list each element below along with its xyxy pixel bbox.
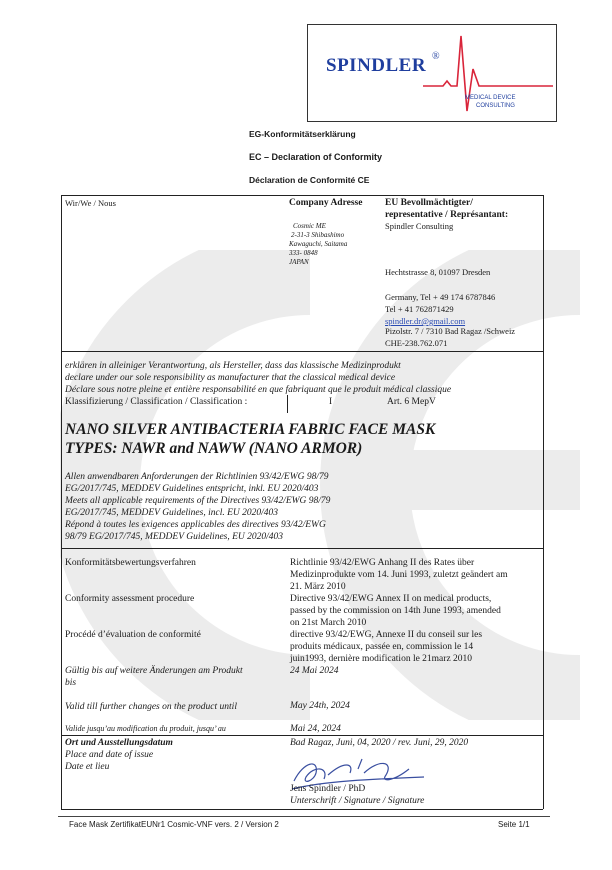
wir-label: Wir/We / Nous xyxy=(65,198,116,208)
frame-left xyxy=(61,195,62,809)
declare-de: erklären in alleiniger Verantwortung, als Hersteller, dass das klassische Medizinprodukt xyxy=(65,361,401,371)
frame-right xyxy=(543,195,544,809)
eu-rep-street: Hechtstrasse 8, 01097 Dresden xyxy=(385,267,491,277)
classification-article: Art. 6 MepV xyxy=(387,397,436,407)
place-en-label: Place and date of issue xyxy=(65,750,154,760)
validity-de-label-2: bis xyxy=(65,678,77,688)
validity-fr-value: Mai 24, 2024 xyxy=(290,724,341,734)
product-title-2: TYPES: NAWR and NAWW (NANO ARMOR) xyxy=(65,440,363,457)
validity-fr-label: Valide jusqu’au modification du produit, jusqu’ au xyxy=(65,724,226,733)
assessment-de-value: Richtlinie 93/42/EWG Anhang II des Rates über xyxy=(290,558,475,568)
assessment-de-value: Medizinprodukte vom 14. Juni 1993, zuletzt geändert am xyxy=(290,570,508,580)
assessment-de-label: Konformitätsbewertungsverfahren xyxy=(65,558,196,568)
place-fr-label: Date et lieu xyxy=(65,762,110,772)
logo-line2: CONSULTING xyxy=(476,103,515,109)
assessment-en-label: Conformity assessment procedure xyxy=(65,594,195,604)
assessment-fr-value: produits médicaux, passée en, commission le 14 xyxy=(290,642,474,652)
validity-en-label: Valid till further changes on the product until xyxy=(65,702,237,712)
requirement-line: 98/79 EG/2017/745, MEDDEV Guidelines, EU 2020/403 xyxy=(65,532,284,542)
assessment-fr-label: Procédé d’évaluation de conformité xyxy=(65,630,201,640)
title-en: EC – Declaration of Conformity xyxy=(249,152,383,162)
eu-rep-country: Germany, Tel + 49 174 6787846 xyxy=(385,292,496,302)
place-value: Bad Ragaz, Juni, 04, 2020 / rev. Juni, 29, 2020 xyxy=(290,738,469,748)
company-line-1: Cosmic ME xyxy=(293,222,326,230)
eu-rep-tel2: Tel + 41 762871429 xyxy=(385,304,454,314)
assessment-de-value: 21. März 2010 xyxy=(290,582,346,592)
classification-divider xyxy=(287,395,288,413)
assessment-en-value: passed by the commission on 14th June 1993, amended xyxy=(290,606,501,616)
company-line-4: 333- 0848 xyxy=(289,249,318,257)
product-title-1: NANO SILVER ANTIBACTERIA FABRIC FACE MASK xyxy=(65,421,436,438)
classification-label: Klassifizierung / Classification / Classification : xyxy=(65,397,248,407)
validity-en-value: May 24th, 2024 xyxy=(290,701,350,711)
eu-rep-label-2: representative / Représantant: xyxy=(385,210,509,220)
footer-rule xyxy=(58,816,550,817)
assessment-en-value: on 21st March 2010 xyxy=(290,618,367,628)
logo-brand: SPINDLER xyxy=(326,55,427,76)
requirement-line: Allen anwendbaren Anforderungen der Richtlinien 93/42/EWG 98/79 xyxy=(65,472,329,482)
company-line-5: JAPAN xyxy=(289,258,309,266)
validity-de-label: Gültig bis auf weitere Änderungen am Produkt xyxy=(65,666,243,676)
place-de-label: Ort und Ausstellungsdatum xyxy=(65,738,173,748)
validity-divider xyxy=(61,735,543,736)
assessment-fr-value: directive 93/42/EWG, Annexe II du conseil sur les xyxy=(290,630,483,640)
signature-label: Unterschrift / Signature / Signature xyxy=(290,796,425,806)
requirement-line: Meets all applicable requirements of the Directives 93/42/EWG 98/79 xyxy=(65,496,331,506)
signer-name: Jens Spindler / PhD xyxy=(290,784,366,794)
logo-registered: ® xyxy=(432,51,440,62)
logo-line1: MEDICAL DEVICE xyxy=(465,95,516,101)
assessment-en-value: Directive 93/42/EWG Annex II on medical products, xyxy=(290,594,492,604)
title-fr: Déclaration de Conformité CE xyxy=(249,175,370,185)
company-line-2: 2-31-3 Shibashimo xyxy=(291,231,345,239)
footer-left: Face Mask ZertifikatEUNr1 Cosmic-VNF vers. 2 / Version 2 xyxy=(69,820,279,829)
frame-top xyxy=(61,195,543,196)
frame-bottom xyxy=(61,809,543,810)
eu-rep-pizol: Pizolstr. 7 / 7310 Bad Ragaz /Schweiz xyxy=(385,326,516,336)
classification-value: I xyxy=(329,397,333,407)
requirement-line: EG/2017/745, MEDDEV Guidelines, incl. EU 2020/403 xyxy=(65,508,279,518)
declare-fr: Déclare sous notre pleine et entière responsabilité en que fabriquant que le produit médical classique xyxy=(65,385,452,395)
eu-rep-name: Spindler Consulting xyxy=(385,221,454,231)
requirements-divider xyxy=(61,548,543,549)
spindler-logo xyxy=(307,24,557,122)
company-label: Company Adresse xyxy=(289,198,363,208)
assessment-fr-value: juin1993, dernière modification le 21marz 2010 xyxy=(290,654,473,664)
requirement-line: Répond à toutes les exigences applicables des directives 93/42/EWG xyxy=(65,520,326,530)
footer-page: Seite 1/1 xyxy=(498,820,530,829)
eu-rep-che: CHE-238.762.071 xyxy=(385,338,448,348)
title-de: EG-Konformitätserklärung xyxy=(249,129,356,139)
header-divider xyxy=(61,351,543,352)
eu-rep-label-1: EU Bevollmächtigter/ xyxy=(385,198,473,208)
requirement-line: EG/2017/745, MEDDEV Guidelines entspricht, inkl. EU 2020/403 xyxy=(65,484,319,494)
eu-rep-email[interactable]: spindler.dr@gmail.com xyxy=(385,316,466,326)
company-line-3: Kawaguchi, Saitama xyxy=(289,240,348,248)
declare-en: declare under our sole responsibility as manufacturer that the classical medical device xyxy=(65,373,396,383)
validity-de-value: 24 Mai 2024 xyxy=(290,666,339,676)
